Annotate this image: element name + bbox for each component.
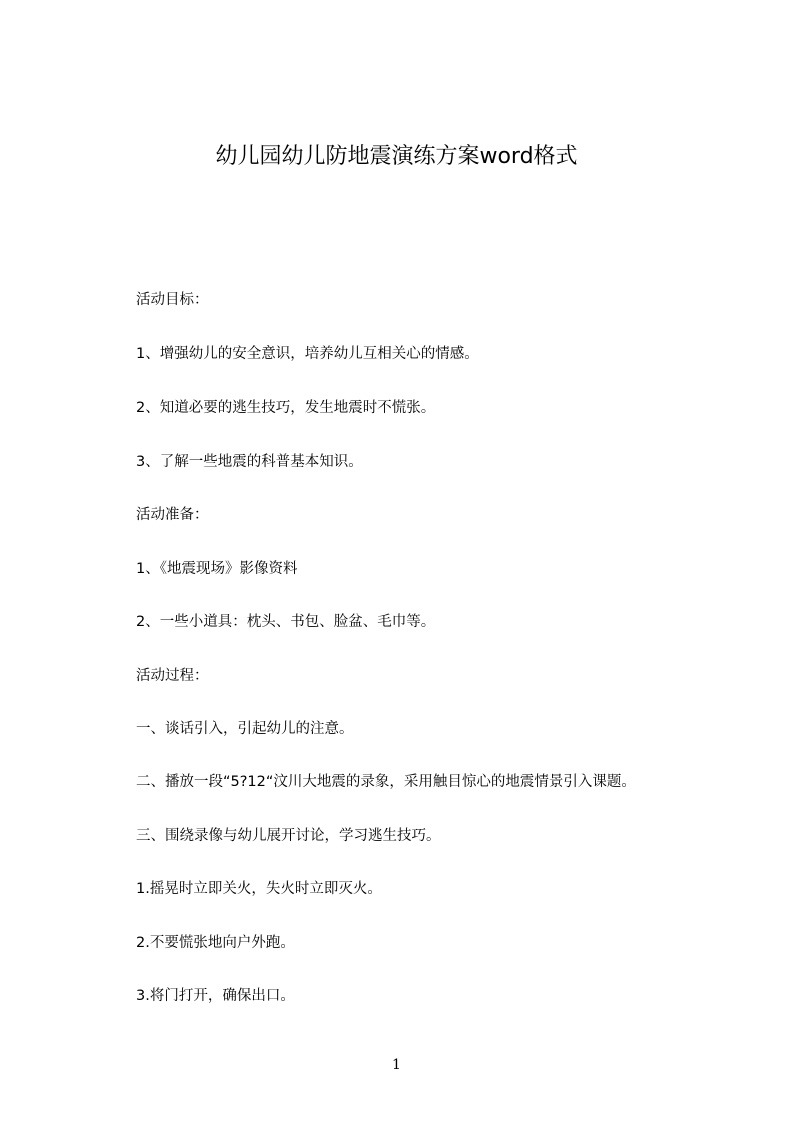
- paragraph: 1.摇晃时立即关火，失火时立即灭火。: [136, 881, 382, 897]
- paragraph: 3.将门打开，确保出口。: [136, 988, 295, 1004]
- paragraph: 2、知道必要的逃生技巧，发生地震时不慌张。: [136, 400, 436, 416]
- page-number: 1: [392, 1057, 401, 1073]
- paragraph: 3、了解一些地震的科普基本知识。: [136, 454, 363, 470]
- paragraph: 三、围绕录像与幼儿展开讨论，学习逃生技巧。: [136, 828, 441, 844]
- section-heading-preparation: 活动准备：: [136, 507, 209, 523]
- section-heading-goals: 活动目标：: [136, 292, 209, 308]
- document-title: 幼儿园幼儿防地震演练方案word格式: [215, 144, 578, 169]
- paragraph: 2.不要慌张地向户外跑。: [136, 935, 295, 951]
- paragraph: 1、《地震现场》影像资料: [136, 561, 298, 577]
- paragraph: 一、谈话引入，引起幼儿的注意。: [136, 721, 354, 737]
- section-heading-process: 活动过程：: [136, 668, 209, 684]
- paragraph: 1、增强幼儿的安全意识，培养幼儿互相关心的情感。: [136, 346, 479, 362]
- paragraph: 二、播放一段“5?12“汶川大地震的录象，采用触目惊心的地震情景引入课题。: [136, 774, 636, 790]
- paragraph: 2、一些小道具：枕头、书包、脸盆、毛巾等。: [136, 614, 436, 630]
